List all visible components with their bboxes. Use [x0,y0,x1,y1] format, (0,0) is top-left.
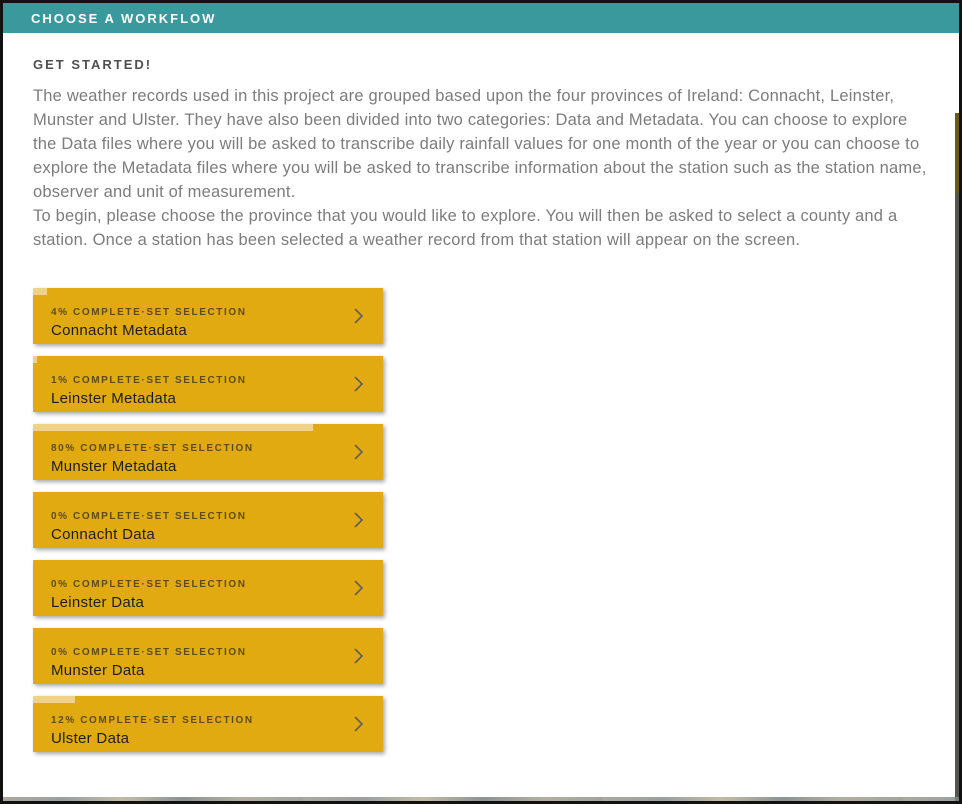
chevron-right-icon [349,443,367,461]
workflow-progress-label: 0% COMPLETE·SET SELECTION [51,646,247,658]
get-started-heading: GET STARTED! [33,57,153,72]
workflow-button[interactable] [33,424,383,480]
chevron-right-icon [349,579,367,597]
workflow-progress-bar [33,356,37,363]
workflow-name: Munster Data [51,661,145,679]
workflow-list [33,288,929,752]
chevron-right-icon [349,647,367,665]
page-edge-artifact-right-gray [955,193,959,801]
workflow-progress-label: 0% COMPLETE·SET SELECTION [51,578,247,590]
page-edge-artifact-bottom [3,797,959,801]
workflow-name: Connacht Data [51,525,155,543]
workflow-progress-label: 4% COMPLETE·SET SELECTION [51,306,247,318]
workflow-button[interactable] [33,356,383,412]
workflow-name: Connacht Metadata [51,321,188,339]
workflow-name: Leinster Data [51,593,145,611]
workflow-progress-label: 1% COMPLETE·SET SELECTION [51,374,247,386]
workflow-button[interactable] [33,492,383,548]
intro-paragraph-1: The weather records used in this project are grouped based upon the four provinces of Ireland: Connacht, Leinster, Munster and Ulster. They have also been divided into two categories: Data and Metadata. You can choose to explore the Data files where you will be asked to transcribe daily rainfall values for one month of the year or you can choose to explore the Metadata files where you will be asked to transcribe information about the station such as the station name, observer and unit of measurement. [33,87,927,201]
workflow-button[interactable] [33,628,383,684]
chevron-right-icon [349,511,367,529]
modal-title: CHOOSE A WORKFLOW [31,10,217,26]
page-edge-artifact-right-olive [955,113,959,193]
intro-text [33,84,929,252]
workflow-progress-label: 0% COMPLETE·SET SELECTION [51,510,247,522]
workflow-progress-label: 12% COMPLETE·SET SELECTION [51,714,254,726]
modal-content [3,57,959,752]
intro-paragraph-2: To begin, please choose the province that you would like to explore. You will then be asked to select a county and a station. Once a station has been selected a weather record from that station will appear on the screen. [33,207,898,249]
workflow-name: Ulster Data [51,729,130,747]
workflow-progress-bar [33,288,47,295]
chevron-right-icon [349,715,367,733]
workflow-name: Munster Metadata [51,457,177,475]
workflow-progress-bar [33,424,313,431]
workflow-button[interactable] [33,560,383,616]
modal-header [3,3,959,33]
workflow-button[interactable] [33,696,383,752]
workflow-progress-label: 80% COMPLETE·SET SELECTION [51,442,254,454]
chevron-right-icon [349,375,367,393]
workflow-name: Leinster Metadata [51,389,177,407]
workflow-progress-bar [33,696,75,703]
chevron-right-icon [349,307,367,325]
workflow-button[interactable] [33,288,383,344]
